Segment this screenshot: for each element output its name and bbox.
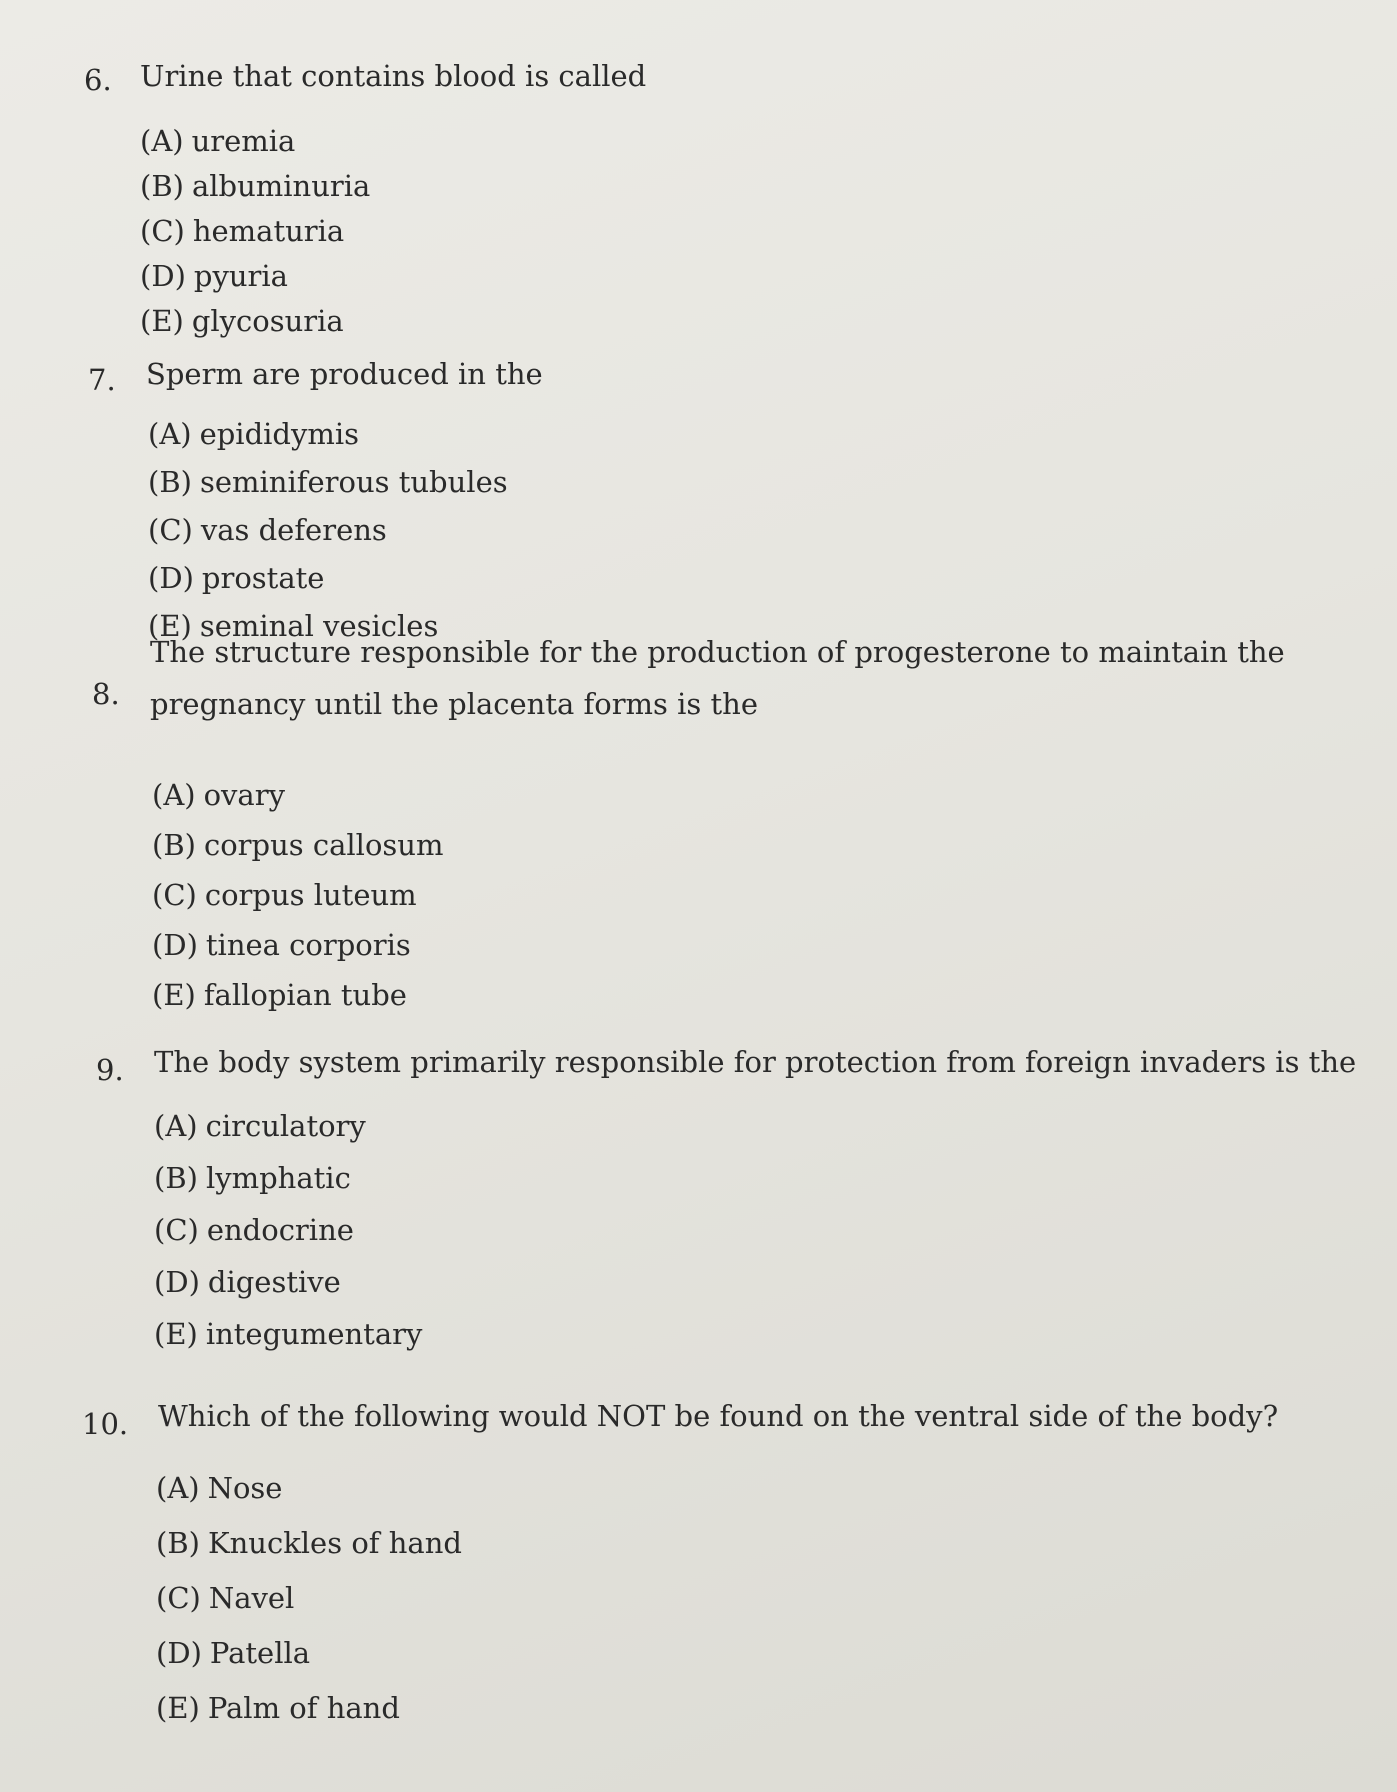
option-text: glycosuria [191,303,344,338]
answer-option-e[interactable] [154,1308,422,1360]
option-letter: (A) [152,778,196,812]
answer-option-b[interactable] [148,458,508,506]
option-letter: (D) [154,1265,200,1299]
option-letter: (D) [152,928,198,962]
option-letter: (E) [148,609,192,643]
option-letter: (C) [148,513,193,547]
answer-option-a[interactable] [152,770,443,820]
option-text: epididymis [199,417,360,451]
option-text: lymphatic [205,1161,351,1195]
answer-option-e[interactable] [156,1680,462,1735]
option-letter: (A) [156,1470,200,1505]
answer-option-d[interactable] [148,554,508,602]
answer-option-b[interactable] [156,1515,462,1570]
question-stem: The body system primarily responsible for protection from foreign invaders is the [154,1045,1357,1079]
answer-option-c[interactable] [154,1204,422,1256]
option-letter: (D) [156,1635,202,1670]
option-text: vas deferens [200,513,387,547]
answer-option-b[interactable] [140,163,370,208]
option-text: ovary [203,778,285,812]
answer-options [156,1460,462,1735]
option-text: albuminuria [191,168,371,203]
answer-options [152,770,443,1020]
option-text: endocrine [206,1213,354,1247]
question-stem: Urine that contains blood is called [140,59,647,93]
option-text: digestive [207,1265,341,1299]
answer-option-d[interactable] [152,920,443,970]
option-text: Nose [207,1470,283,1505]
option-text: hematuria [192,213,345,248]
answer-option-c[interactable] [140,208,370,253]
answer-options [148,410,508,650]
option-letter: (E) [156,1690,200,1725]
option-letter: (C) [152,878,197,912]
question-number: 10. [82,1407,129,1441]
question-number: 9. [96,1053,124,1087]
option-letter: (A) [140,123,184,158]
answer-options [140,118,370,343]
option-text: Knuckles of hand [207,1525,462,1560]
answer-option-a[interactable] [154,1100,422,1152]
answer-option-a[interactable] [156,1460,462,1515]
answer-option-d[interactable] [156,1625,462,1680]
option-letter: (E) [140,303,184,338]
option-text: Patella [209,1635,311,1670]
option-text: pyuria [193,258,288,293]
option-text: fallopian tube [203,978,407,1012]
answer-option-d[interactable] [140,253,370,298]
option-letter: (C) [140,213,185,248]
answer-option-b[interactable] [152,820,443,870]
question-stem: The structure responsible for the production of progesterone to maintain the pregnancy until the placenta forms is the [150,635,1285,721]
option-text: Navel [208,1580,295,1615]
answer-option-d[interactable] [154,1256,422,1308]
option-text: corpus luteum [204,878,417,912]
option-text: Palm of hand [207,1690,400,1725]
option-text: corpus callosum [203,828,444,862]
option-letter: (A) [154,1109,198,1143]
answer-option-c[interactable] [152,870,443,920]
question-stem: Which of the following would NOT be found on the ventral side of the body? [158,1399,1279,1433]
option-letter: (B) [148,465,192,499]
question-number: 6. [84,63,112,97]
option-text: tinea corporis [205,928,411,962]
option-letter: (A) [148,417,192,451]
option-letter: (C) [156,1580,201,1615]
answer-options [154,1100,422,1360]
option-letter: (B) [152,828,196,862]
option-text: integumentary [205,1317,423,1351]
option-text: circulatory [205,1109,366,1143]
option-letter: (B) [154,1161,198,1195]
answer-option-c[interactable] [148,506,508,554]
answer-option-b[interactable] [154,1152,422,1204]
option-text: seminiferous tubules [199,465,508,499]
option-text: prostate [201,561,325,595]
answer-option-e[interactable] [140,298,370,343]
option-text: uremia [191,123,296,158]
option-text: seminal vesicles [199,609,439,643]
option-letter: (C) [154,1213,199,1247]
question-stem: Sperm are produced in the [146,357,543,391]
question-number: 7. [88,363,116,397]
option-letter: (B) [140,168,184,203]
option-letter: (B) [156,1525,200,1560]
option-letter: (D) [140,258,186,293]
option-letter: (D) [148,561,194,595]
answer-option-e[interactable] [152,970,443,1020]
option-letter: (E) [152,978,196,1012]
option-letter: (E) [154,1317,198,1351]
question-number: 8. [92,677,120,711]
answer-option-a[interactable] [140,118,370,163]
answer-option-a[interactable] [148,410,508,458]
answer-option-c[interactable] [156,1570,462,1625]
